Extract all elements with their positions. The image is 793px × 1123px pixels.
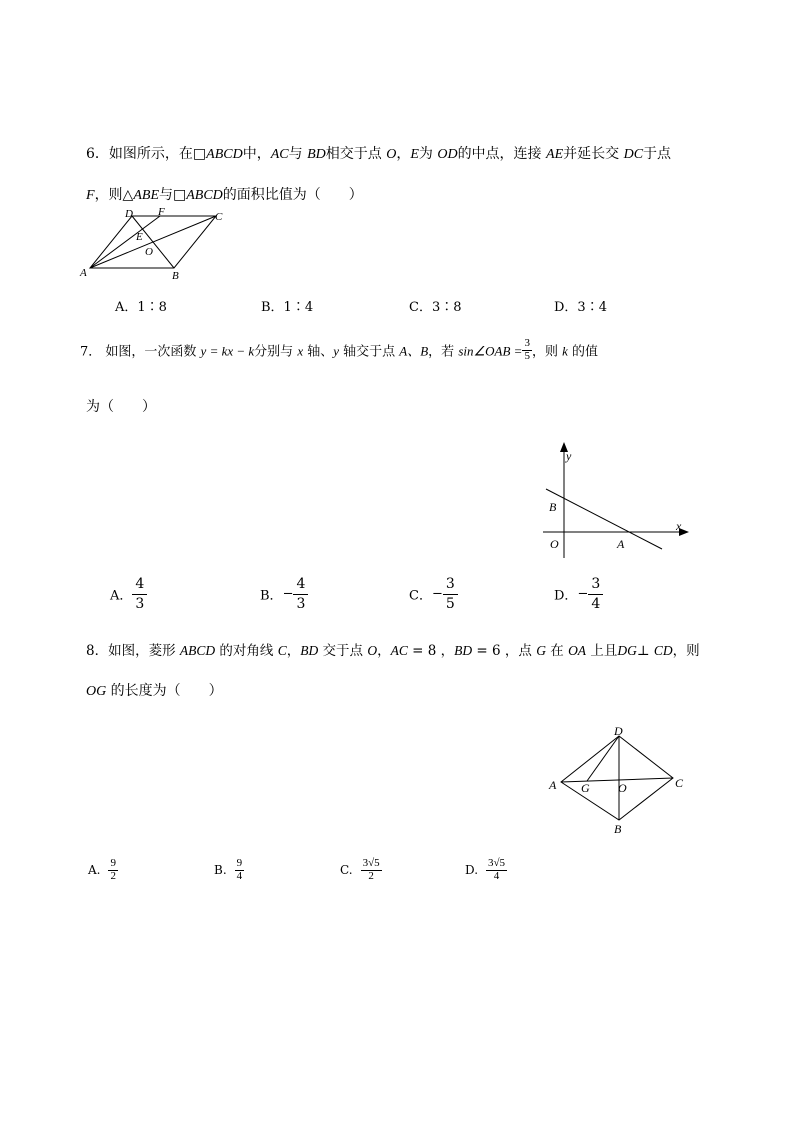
q6-label-c: C — [215, 211, 223, 223]
q7-option-a[interactable] — [110, 575, 147, 613]
q8-option-c[interactable] — [340, 858, 382, 882]
q7-graph-figure — [535, 438, 695, 562]
q6l1-run-4: AC — [270, 147, 289, 162]
q8l1-run-13: G — [536, 643, 546, 658]
q6-label-d: D — [125, 208, 133, 220]
q8l1-run-5: BD — [300, 643, 319, 658]
q8-text-line1 — [108, 643, 700, 659]
q7-text: 轴、 — [303, 344, 334, 360]
q7-label-o: O — [550, 537, 559, 551]
q8l1-run-12: = 6 ，点 — [472, 643, 537, 659]
q8-label-c: C — [675, 776, 684, 790]
q8-option-d-numerator: 3√5 — [488, 857, 506, 869]
q6-label-f: F — [158, 206, 165, 218]
q8l1-run-9: AC — [390, 643, 408, 658]
q8l1-run-1: ABCD — [179, 643, 216, 658]
q8-option-a-denominator: 2 — [110, 869, 116, 882]
q6l1-run-1: □ — [192, 146, 207, 162]
q6l1-run-13: 的中点，连接 — [457, 146, 547, 162]
q6l1-run-9: ， — [396, 146, 411, 162]
q8-option-c-denominator: 2 — [368, 869, 374, 882]
q7-option-c-sign: − — [431, 586, 443, 602]
q8-option-c-fraction — [361, 858, 382, 882]
q8l1-run-20: ，则 — [672, 643, 700, 659]
q6-label-a: A — [80, 267, 87, 279]
q6-option-a[interactable]: A．1∶8 — [115, 300, 167, 315]
q8l1-run-4: ， — [286, 643, 301, 659]
q6-option-c[interactable]: C．3∶8 — [409, 300, 462, 315]
q7-option-c[interactable] — [409, 575, 458, 613]
q7-option-a-label: A． — [110, 588, 133, 604]
q6-label-o: O — [145, 246, 153, 258]
q7-option-b-sign: − — [282, 586, 294, 602]
q7-sine-fraction — [522, 338, 532, 362]
q7-text: 的值 — [567, 344, 598, 360]
q8-option-b[interactable] — [214, 858, 244, 882]
q6l1-run-15: 并延长交 — [563, 146, 624, 162]
q7-sine-denominator: 5 — [524, 349, 530, 362]
q7-stem-line2: 为（ ） — [86, 399, 156, 415]
q7-option-b-numerator: 4 — [293, 575, 308, 595]
q7-formula: y = kx − k — [200, 343, 255, 359]
q7-option-a-denominator: 3 — [135, 595, 145, 612]
q7-option-b-denominator: 3 — [296, 595, 306, 612]
q8l1-run-10: = 8 ， — [407, 643, 455, 659]
q8-option-a-label: A. — [88, 863, 101, 878]
q6-text-line1 — [109, 146, 671, 162]
q8l1-run-11: BD — [454, 643, 473, 658]
q6l1-run-10: E — [410, 147, 419, 162]
q7-option-b-fraction — [293, 575, 308, 613]
q6-option-b[interactable]: B．1∶4 — [261, 300, 314, 315]
q8-diagonal-ac — [561, 778, 673, 782]
q6l2-run-5: ABCD — [186, 188, 223, 203]
q6-option-d[interactable]: D．3∶4 — [554, 300, 607, 315]
q8-label-d: D — [614, 724, 623, 738]
q8-segment-dg — [587, 736, 619, 781]
q6l1-run-2: ABCD — [206, 147, 243, 162]
q6-label-e: E — [136, 231, 143, 243]
q7-text: 分别与 — [254, 344, 298, 360]
q8-option-c-numerator: 3√5 — [362, 857, 380, 869]
q8-option-a-numerator: 9 — [110, 857, 116, 869]
q8l1-run-18: ⊥ — [636, 643, 654, 659]
q7-var-y: y — [333, 343, 340, 359]
q7-stem-line1 — [80, 337, 598, 364]
q8l1-run-6: 交于点 — [318, 643, 368, 659]
q7-option-a-fraction — [132, 575, 147, 613]
q6l2-run-1: ，则△ — [94, 187, 134, 203]
q8l1-run-7: O — [367, 643, 378, 658]
q8l1-run-3: C — [277, 643, 287, 658]
q6l2-run-4: □ — [173, 187, 187, 203]
q7-text: 如图，一次函数 — [101, 344, 201, 360]
q8-option-d-label: D. — [465, 863, 479, 878]
q8-stem-line2 — [86, 680, 223, 700]
q8-option-a[interactable] — [88, 858, 118, 882]
q7-label-b: B — [549, 500, 557, 514]
q8l1-run-16: 上且 — [586, 643, 618, 659]
q8-rhombus — [561, 736, 673, 820]
q7-var-x: x — [297, 343, 304, 359]
q7-text: 轴交于点 — [339, 344, 400, 360]
q7-function-line — [546, 489, 662, 549]
q7-var-k: k — [562, 343, 568, 359]
q6l1-run-17: 于点 — [643, 146, 672, 162]
q8-option-a-fraction — [108, 858, 118, 882]
q8l1-run-15: OA — [568, 643, 587, 658]
q6l1-run-16: DC — [623, 147, 644, 162]
q8-text-line2 — [86, 683, 223, 699]
q7-option-c-label: C． — [409, 588, 432, 604]
q7-option-d-sign: − — [577, 586, 589, 602]
q7-label-x: x — [676, 519, 682, 533]
q8-stem-line1 — [86, 639, 700, 659]
q8l1-run-14: 在 — [545, 643, 569, 659]
q8-option-d[interactable] — [465, 858, 507, 882]
q8-label-a: A — [549, 778, 557, 792]
q8-label-o: O — [618, 781, 627, 795]
q6l1-run-8: O — [386, 147, 397, 162]
q6l1-run-3: 中， — [242, 146, 271, 162]
q8-label-g: G — [581, 781, 590, 795]
q7-option-d-fraction — [588, 575, 603, 613]
q7-number: 7． — [80, 344, 102, 360]
q7-label-y: y — [566, 449, 572, 463]
q7-label-a: A — [617, 537, 625, 551]
q7-option-c-numerator: 3 — [443, 575, 458, 595]
q8-label-b: B — [614, 822, 622, 836]
q7-text: ，若 — [428, 344, 459, 360]
q6-label-b: B — [172, 270, 179, 282]
q7-option-d-numerator: 3 — [588, 575, 603, 595]
q8l1-run-19: CD — [653, 643, 673, 658]
q8-option-b-denominator: 4 — [236, 869, 243, 882]
q8l1-run-0: 如图，菱形 — [108, 643, 180, 659]
q8l1-run-8: ， — [377, 643, 391, 659]
q8-option-b-numerator: 9 — [236, 857, 243, 869]
q8-rhombus-figure — [545, 722, 695, 840]
q6l1-run-14: AE — [546, 147, 564, 162]
q6l2-run-6: 的面积比值为（ ） — [222, 187, 363, 203]
q6-parallelogram-figure — [78, 200, 238, 282]
q8-option-c-label: C. — [340, 863, 353, 878]
q7-sine-numerator: 3 — [524, 337, 530, 349]
q6l1-run-12: OD — [437, 147, 458, 162]
q7-text: ，则 — [531, 344, 563, 360]
q8-option-d-fraction — [486, 858, 507, 882]
q7-option-a-numerator: 4 — [132, 575, 147, 595]
q7-option-d-label: D． — [554, 588, 578, 604]
q8-option-d-denominator: 4 — [493, 869, 500, 882]
q6l1-run-7: 相交于点 — [325, 146, 387, 162]
q7-points-ab: A、B — [399, 343, 429, 359]
q6l1-run-11: 为 — [418, 146, 438, 162]
q7-sine-expr: sin∠OAB = — [458, 343, 523, 359]
q8-number: 8． — [86, 643, 109, 659]
q8l1-run-17: DG — [617, 643, 637, 658]
q6-segment-af — [90, 216, 160, 268]
q6l1-run-6: BD — [307, 147, 326, 162]
q7-option-d[interactable] — [554, 575, 603, 613]
q8-option-b-label: B. — [214, 863, 227, 878]
q6l2-run-3: 与 — [159, 187, 173, 203]
q6l1-run-0: 如图所示，在 — [108, 146, 193, 162]
q7-option-c-denominator: 5 — [445, 595, 455, 612]
q8l1-run-2: 的对角线 — [215, 643, 278, 659]
q8l2-run-0: OG — [86, 684, 107, 699]
q6l2-run-0: F — [86, 188, 95, 203]
q7-option-d-denominator: 4 — [591, 595, 601, 612]
q6l2-run-2: ABE — [133, 188, 159, 203]
q7-option-b[interactable] — [260, 575, 308, 613]
q6-number: 6． — [86, 146, 109, 162]
q6l1-run-5: 与 — [288, 146, 308, 162]
q6-stem-line1 — [86, 143, 671, 163]
q7-option-b-label: B． — [260, 588, 283, 604]
q8-option-b-fraction — [235, 858, 245, 882]
q8l2-run-1: 的长度为（ ） — [106, 683, 223, 699]
q7-option-c-fraction — [443, 575, 458, 613]
